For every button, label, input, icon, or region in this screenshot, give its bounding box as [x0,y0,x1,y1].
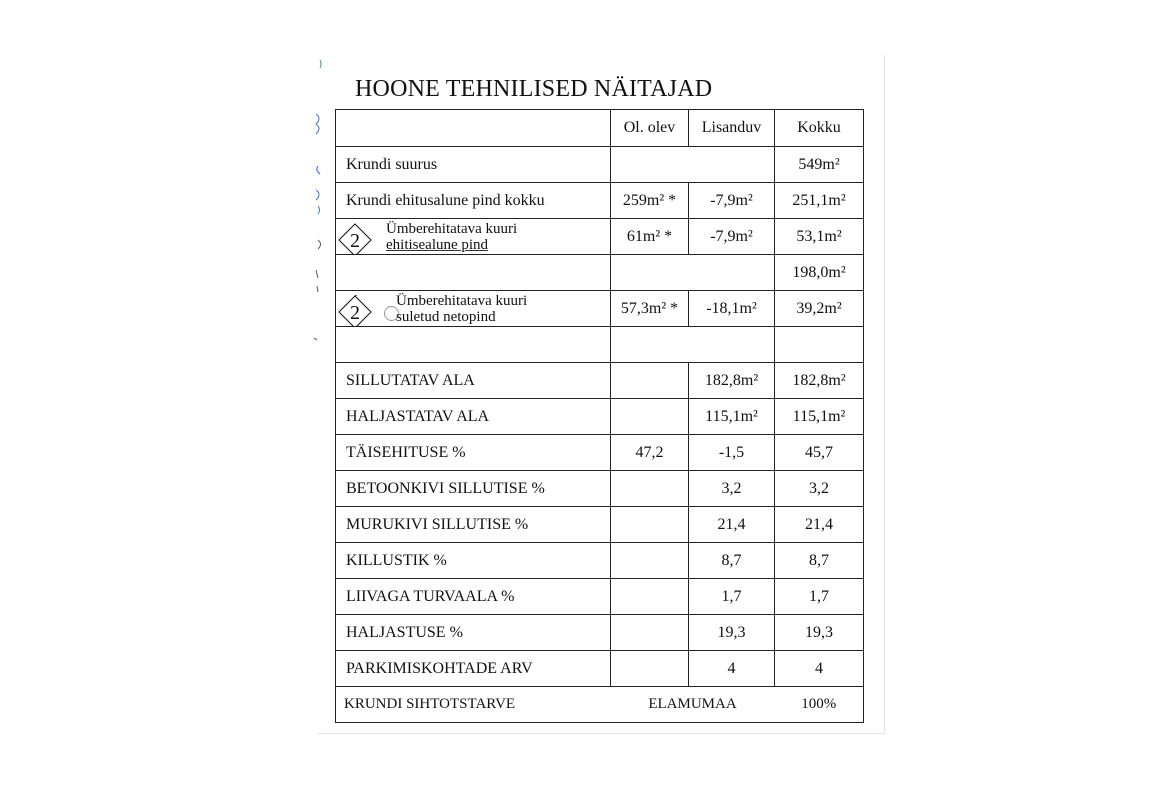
table-header-row [336,110,864,147]
lisanduv-cell: -1,5 [689,435,775,471]
row-label-marked [336,219,611,255]
table-row [336,363,864,399]
lisanduv-cell: 4 [689,651,775,687]
lisanduv-cell: 19,3 [689,615,775,651]
ol-olev-cell: 61m² * [611,219,689,255]
row-label [336,327,611,363]
kokku-cell: 53,1m² [775,219,864,255]
lisanduv-cell: 182,8m² [689,363,775,399]
table-row [336,327,864,363]
kokku-cell: 39,2m² [775,291,864,327]
row-label: BETOONKIVI SILLUTISE % [336,471,611,507]
kokku-cell: 251,1m² [775,183,864,219]
table-row [336,543,864,579]
kokku-cell: 45,7 [775,435,864,471]
kokku-cell: 21,4 [775,507,864,543]
ol-olev-cell [611,363,689,399]
footer-value: ELAMUMAA [611,687,775,723]
row-label-line1: Ümberehitatava kuuri [396,293,528,309]
lisanduv-cell: -7,9m² [689,219,775,255]
row-label-marked [336,291,611,327]
merged-empty-cell [611,147,775,183]
table-row [336,615,864,651]
kokku-cell: 182,8m² [775,363,864,399]
margin-annotation-marks [312,58,332,358]
technical-indicators-table [335,109,864,723]
table-row [336,255,864,291]
kokku-cell [775,327,864,363]
header-empty-cell [336,110,611,147]
table-footer-row [336,687,864,723]
table-row [336,471,864,507]
kokku-cell: 1,7 [775,579,864,615]
lisanduv-cell: 21,4 [689,507,775,543]
footer-percent: 100% [775,687,864,723]
revision-diamond-icon [338,295,364,324]
row-label: MURUKIVI SILLUTISE % [336,507,611,543]
table-row [336,507,864,543]
header-ol-olev: Ol. olev [611,110,689,147]
table-row [336,579,864,615]
table-row [336,399,864,435]
row-label: Krundi suurus [336,147,611,183]
kokku-cell: 3,2 [775,471,864,507]
table-row [336,435,864,471]
kokku-cell: 549m² [775,147,864,183]
kokku-cell: 4 [775,651,864,687]
row-label-line2: suletud netopind [396,309,496,325]
lisanduv-cell: 8,7 [689,543,775,579]
ol-olev-cell [611,543,689,579]
header-kokku: Kokku [775,110,864,147]
row-label: Krundi ehitusalune pind kokku [336,183,611,219]
row-label: TÄISEHITUSE % [336,435,611,471]
table-row [336,147,864,183]
ol-olev-cell [611,507,689,543]
table-row [336,651,864,687]
ol-olev-cell [611,579,689,615]
lisanduv-cell: 3,2 [689,471,775,507]
lisanduv-cell: -7,9m² [689,183,775,219]
ol-olev-cell [611,399,689,435]
ol-olev-cell: 57,3m² * [611,291,689,327]
lisanduv-cell: 1,7 [689,579,775,615]
document-title: HOONE TEHNILISED NÄITAJAD [355,76,713,102]
revision-number: 2 [350,302,360,324]
merged-empty-cell [611,327,775,363]
kokku-cell: 19,3 [775,615,864,651]
ol-olev-cell [611,615,689,651]
kokku-cell: 8,7 [775,543,864,579]
lisanduv-cell: -18,1m² [689,291,775,327]
merged-empty-cell [611,255,775,291]
header-lisanduv: Lisanduv [689,110,775,147]
row-label: SILLUTATAV ALA [336,363,611,399]
ol-olev-cell: 47,2 [611,435,689,471]
row-label [336,255,611,291]
ol-olev-cell [611,471,689,507]
kokku-cell: 115,1m² [775,399,864,435]
kokku-cell: 198,0m² [775,255,864,291]
row-label: HALJASTATAV ALA [336,399,611,435]
row-label-line1: Ümberehitatava kuuri [386,221,518,237]
table-row [336,291,864,327]
footer-label: KRUNDI SIHTOTSTARVE [336,687,611,723]
revision-diamond-icon [338,223,364,252]
lisanduv-cell: 115,1m² [689,399,775,435]
table-row [336,219,864,255]
ol-olev-cell [611,651,689,687]
row-label: KILLUSTIK % [336,543,611,579]
ol-olev-cell: 259m² * [611,183,689,219]
row-label: LIIVAGA TURVAALA % [336,579,611,615]
row-label: HALJASTUSE % [336,615,611,651]
row-label: PARKIMISKOHTADE ARV [336,651,611,687]
row-label-line2: ehitisealune pind [386,237,489,253]
table-row [336,183,864,219]
revision-number: 2 [350,230,360,252]
